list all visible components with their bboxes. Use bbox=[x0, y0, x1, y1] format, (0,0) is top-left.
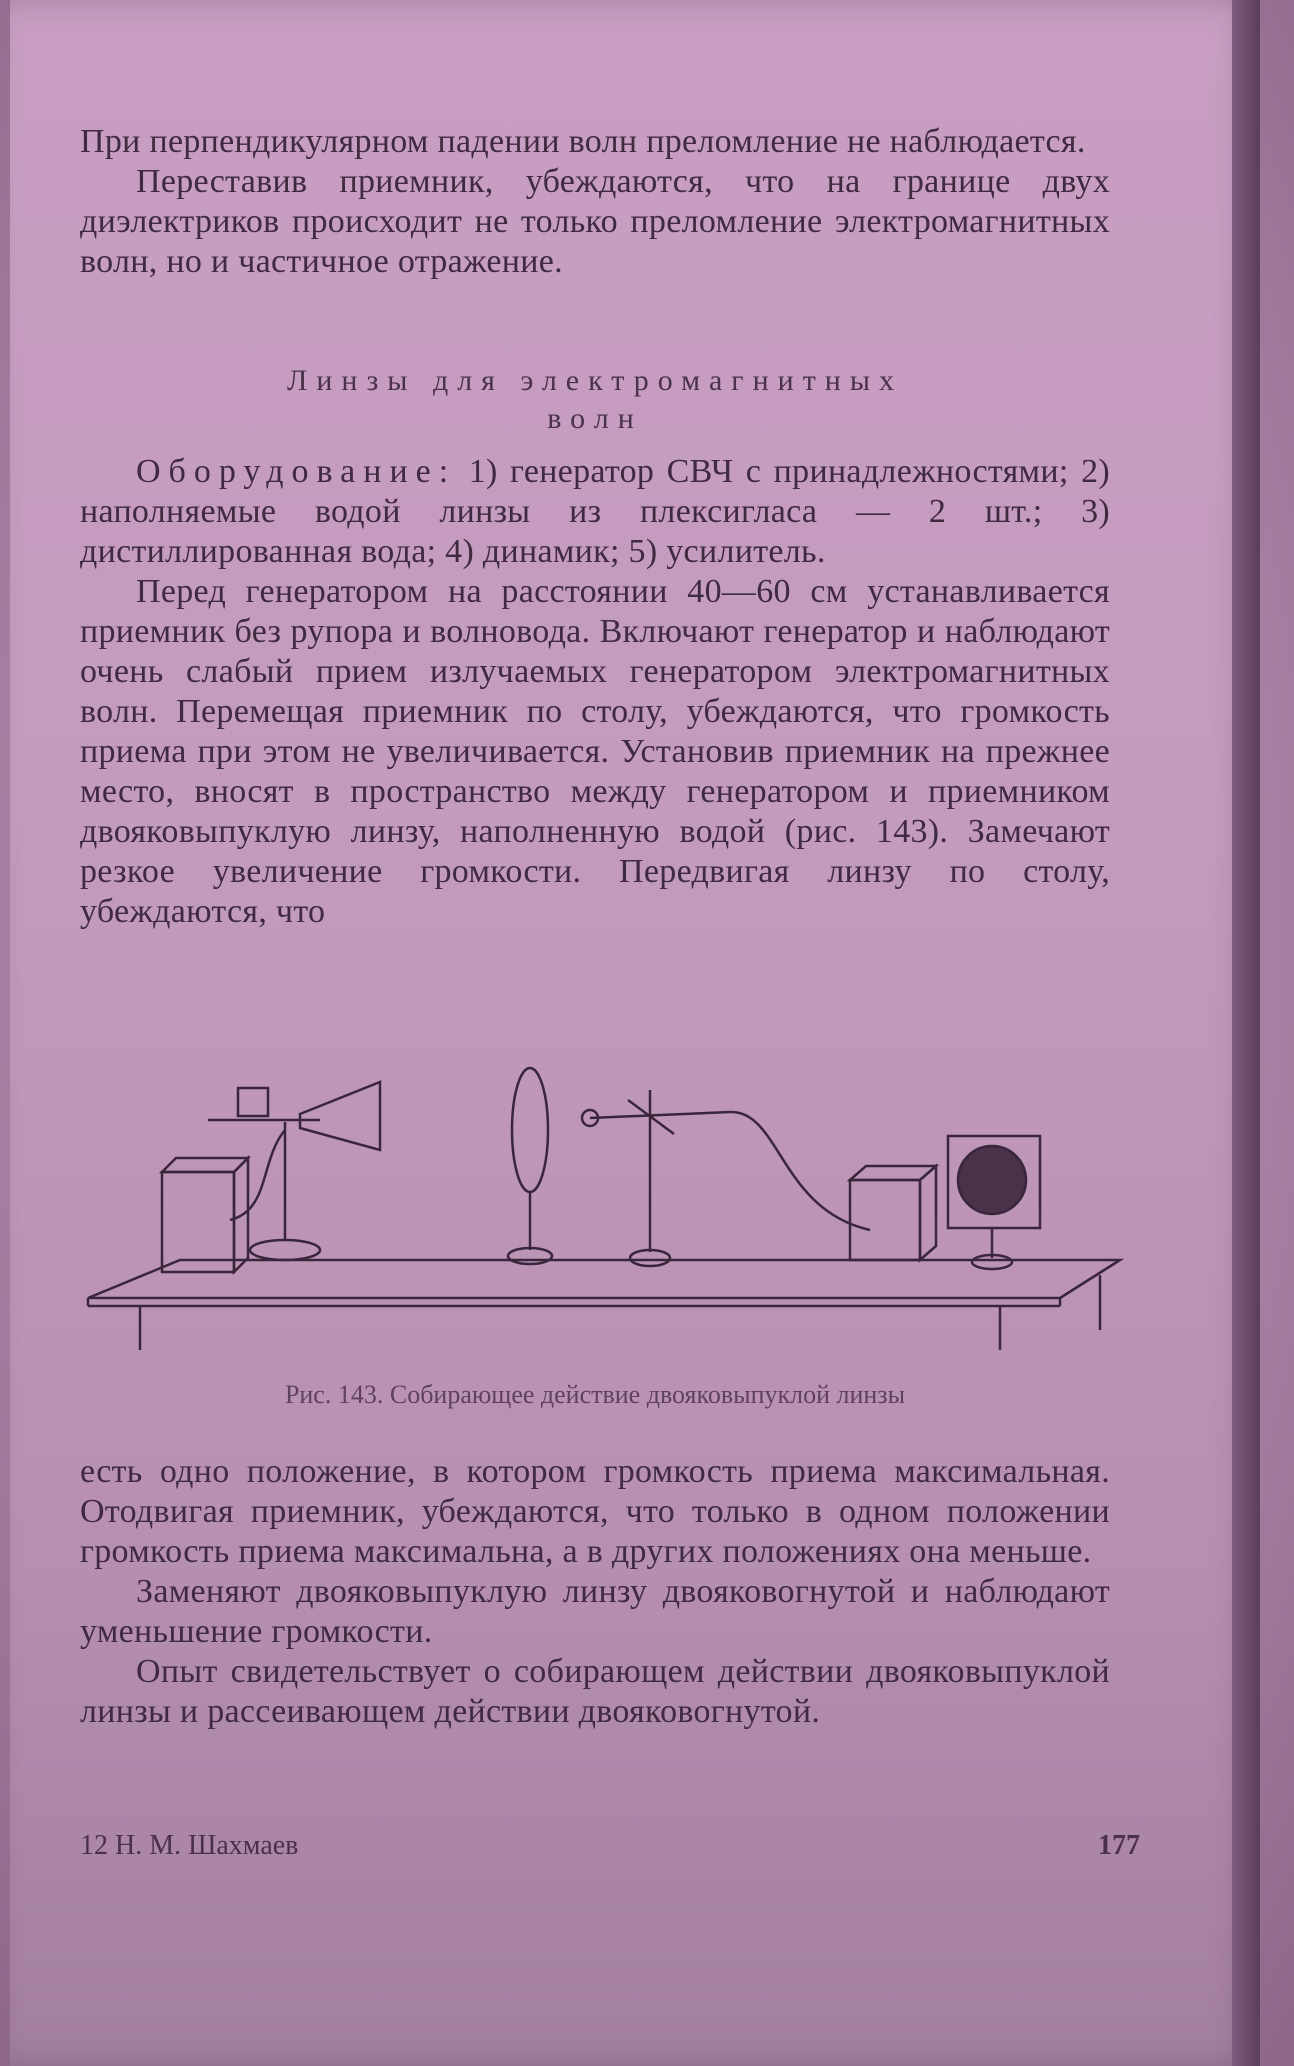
top-text-block bbox=[80, 122, 1110, 282]
receiver-dipole bbox=[590, 1112, 730, 1118]
bottom-text-block bbox=[80, 1452, 1110, 1732]
generator-cable bbox=[230, 1130, 285, 1220]
generator-box bbox=[162, 1172, 234, 1272]
paragraph-conclusion: Опыт свидетельствует о собирающем действии двояковыпуклой линзы и рассеивающем действии двояковогнутой. bbox=[80, 1653, 1110, 1730]
receiver-stand-base bbox=[630, 1250, 670, 1266]
paragraph-max-volume: есть одно положение, в котором громкость приема максимальная. Отодвигая приемник, убеждаются, что только в одном положении громкость приема максимальна, а в других положениях она меньше. bbox=[80, 1453, 1110, 1570]
amplifier-box bbox=[850, 1180, 920, 1260]
figure-143-illustration bbox=[80, 1060, 1140, 1360]
horn-antenna bbox=[300, 1082, 380, 1150]
section-title-line2: волн bbox=[547, 402, 643, 435]
book-spine-shadow bbox=[1232, 0, 1260, 2066]
section-title-line1: Линзы для электромагнитных bbox=[286, 364, 904, 397]
equipment-paragraph bbox=[80, 452, 1110, 572]
paragraph-perpendicular: При перпендикулярном падении волн преломление не наблюдается. bbox=[80, 123, 1086, 160]
page-number: 177 bbox=[1098, 1830, 1140, 1861]
procedure-paragraph: Перед генератором на расстоянии 40—60 см устанавливается приемник без рупора и волновода. Включают генератор и наблюдают очень слабый прием излучаемых генератором электромагнитных волн. Перемещая приемник по столу, убеждаются, что громкость приема при этом не увеличивается. Установив приемник на прежнее место, вносят в пространство между генератором и приемником двояковыпуклую линзу, наполненную водой (рис. 143). Замечают резкое увеличение громкости. Передвигая линзу по столу, убеждаются, что bbox=[80, 573, 1110, 930]
footer-signature: 12 Н. М. Шахмаев bbox=[80, 1830, 299, 1861]
section-title bbox=[80, 362, 1110, 438]
figure-caption: Рис. 143. Собирающее действие двояковыпуклой линзы bbox=[284, 1380, 906, 1409]
paragraph-concave-lens: Заменяют двояковыпуклую линзу двояковогнутой и наблюдают уменьшение громкости. bbox=[80, 1573, 1110, 1650]
lens-stand-base bbox=[508, 1248, 552, 1264]
biconvex-lens bbox=[512, 1068, 548, 1192]
main-text-block bbox=[80, 452, 1110, 932]
generator-stand-base bbox=[250, 1240, 320, 1260]
generator-small-box bbox=[238, 1088, 268, 1116]
equipment-label: Оборудование: bbox=[136, 453, 457, 490]
paragraph-reflection: Переставив приемник, убеждаются, что на границе двух диэлектриков происходит не только преломление электромагнитных волн, но и частичное отражение. bbox=[80, 163, 1110, 280]
equipment-list: 1) генератор СВЧ с принадлежностями; 2) наполняемые водой линзы из плексигласа — 2 шт.; 3) дистиллированная вода; 4) динамик; 5) усилитель. bbox=[80, 453, 1110, 570]
table-top bbox=[88, 1260, 1120, 1298]
book-page bbox=[10, 0, 1260, 2066]
speaker-cone bbox=[958, 1146, 1026, 1214]
